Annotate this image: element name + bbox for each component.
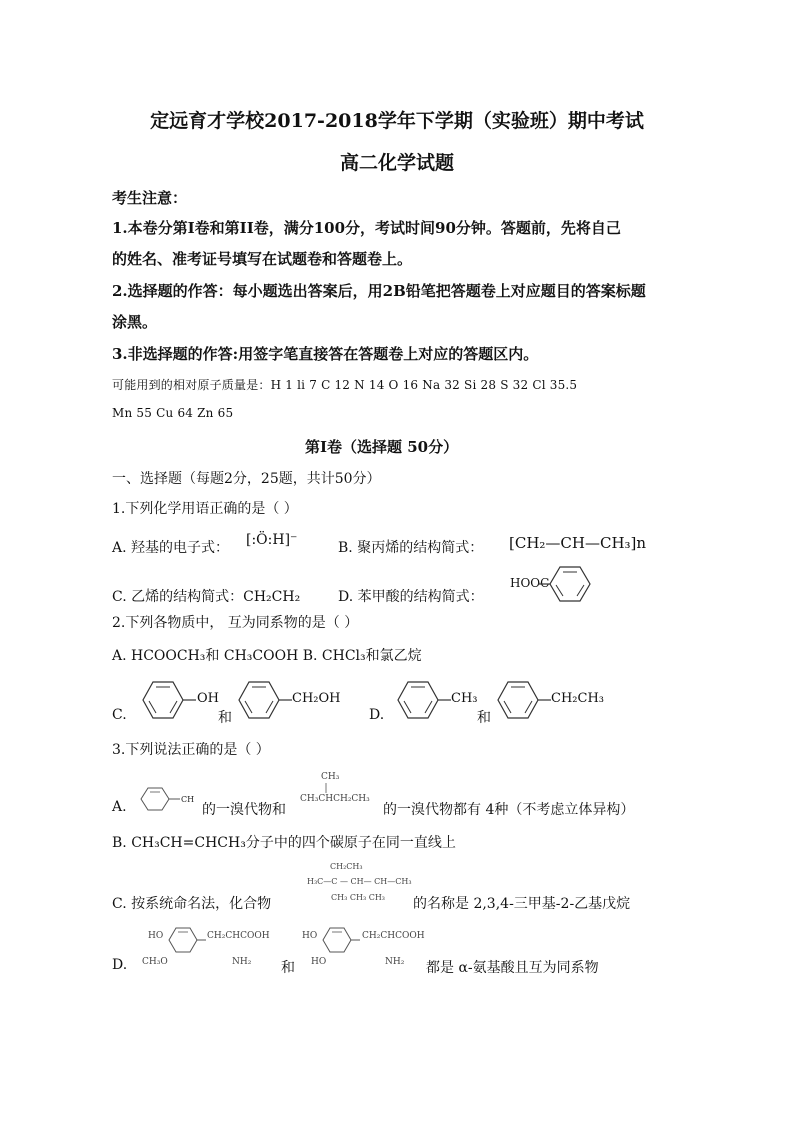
amino-acid-1-nh2: NH₂ (232, 957, 252, 967)
notice-item-3: 3.非选择题的作答:用签字笔直接答在答题卷上对应的答题区内。 (112, 345, 539, 363)
amino-acid-2-nh2: NH₂ (385, 957, 405, 967)
question-1-option-c: C. 乙烯的结构简式：CH₂CH₂ (112, 589, 301, 605)
question-3-option-c-text-1: C. 按系统命名法，化合物 (112, 896, 272, 912)
isopentane-top-group: CH₃ (321, 772, 340, 782)
question-1-option-d: D. 苯甲酸的结构简式： (338, 589, 484, 605)
ethylbenzene-substituent: CH₂CH₃ (551, 691, 604, 706)
question-3-d-text: 都是 α-氨基酸且互为同系物 (426, 960, 599, 976)
atomic-mass-line-1: 可能用到的相对原子质量是：H 1 li 7 C 12 N 14 O 16 Na 32 Si 28 S 32 Cl 35.5 (112, 378, 578, 392)
question-3-a-text-2: 的一溴代物都有 4种（不考虑立体异构） (383, 802, 635, 818)
question-2-d-and: 和 (477, 710, 491, 726)
phenol-ring (140, 680, 200, 720)
toluene-substituent: CH₃ (451, 691, 478, 706)
amino-acid-2-chain: CH₂CHCOOH (362, 931, 425, 941)
question-3-option-a: A. (112, 799, 127, 815)
toluene-ring (395, 680, 455, 720)
notice-heading: 考生注意： (112, 189, 188, 207)
section-title: 第Ⅰ卷（选择题 50分） (305, 438, 459, 456)
amino-acid-1-ho: HO (148, 931, 164, 941)
toluene-small-structure (140, 786, 200, 812)
question-2-stem: 2.下列各物质中， 互为同系物的是（ ） (112, 615, 359, 631)
hydroxyl-electron-formula: [:Ö:H]⁻ (246, 532, 298, 548)
amino-acid-1-ring (166, 926, 210, 960)
isopentane-bond (324, 783, 328, 793)
isopentane-main-chain: CH₃CHCH₂CH₃ (300, 794, 370, 804)
alkane-top-group: CH₂CH₃ (330, 862, 363, 871)
notice-item-2-line-2: 涂黑。 (112, 313, 158, 331)
question-1-option-a: A. 羟基的电子式： (112, 540, 230, 556)
notice-item-2-line-1: 2.选择题的作答：每小题选出答案后，用2B铅笔把答题卷上对应题目的答案标题 (112, 282, 646, 300)
question-3-a-text-1: 的一溴代物和 (202, 802, 286, 818)
amino-acid-2-ho-bottom: HO (311, 957, 327, 967)
amino-acid-1-och3: CH₃O (142, 957, 168, 967)
section-intro: 一、选择题（每题2分，25题，共计50分） (112, 471, 381, 487)
notice-item-1-line-1: 1.本卷分第Ⅰ卷和第II卷，满分100分，考试时间90分钟。答题前，先将自己 (112, 219, 621, 237)
question-2-c-and: 和 (218, 710, 232, 726)
question-2-option-d: D. (369, 707, 385, 723)
benzyl-alcohol-ring (236, 680, 296, 720)
amino-acid-2-ho-top: HO (302, 931, 318, 941)
question-2-option-c: C. (112, 707, 127, 723)
question-3-option-d: D. (112, 957, 128, 973)
polypropylene-formula: [CH₂—CH—CH₃]n (509, 534, 647, 552)
amino-acid-2-ring (320, 926, 364, 960)
svg-text:CH: CH (181, 795, 195, 804)
phenol-substituent: OH (197, 691, 219, 706)
alkane-main-chain: H₃C—C — CH— CH—CH₃ (307, 877, 412, 886)
exam-title: 定远育才学校2017-2018学年下学期（实验班）期中考试 (150, 110, 644, 132)
exam-subtitle: 高二化学试题 (339, 152, 454, 174)
amino-acid-1-chain: CH₂CHCOOH (207, 931, 270, 941)
question-3-option-c-text-2: 的名称是 2,3,4-三甲基-2-乙基戊烷 (413, 896, 631, 912)
benzyl-alcohol-substituent: CH₂OH (292, 691, 341, 706)
benzoic-acid-ring (548, 565, 592, 603)
question-3-d-and: 和 (281, 960, 295, 976)
benzoic-acid-group: HOOC (510, 576, 550, 590)
question-2-options-ab: A. HCOOCH₃和 CH₃COOH B. CHCl₃和氯乙烷 (112, 648, 422, 664)
benzoic-acid-bond (538, 581, 550, 587)
question-3-option-b: B. CH₃CH=CHCH₃分子中的四个碳原子在同一直线上 (112, 835, 456, 851)
question-1-stem: 1.下列化学用语正确的是（ ） (112, 501, 298, 517)
alkane-bottom-groups: CH₃ CH₃ CH₃ (331, 893, 385, 902)
question-1-option-b: B. 聚丙烯的结构简式： (338, 540, 484, 556)
notice-item-1-line-2: 的姓名、准考证号填写在试题卷和答题卷上。 (112, 250, 413, 268)
ethylbenzene-ring (495, 680, 555, 720)
question-3-stem: 3.下列说法正确的是（ ） (112, 742, 270, 758)
atomic-mass-line-2: Mn 55 Cu 64 Zn 65 (112, 406, 234, 420)
